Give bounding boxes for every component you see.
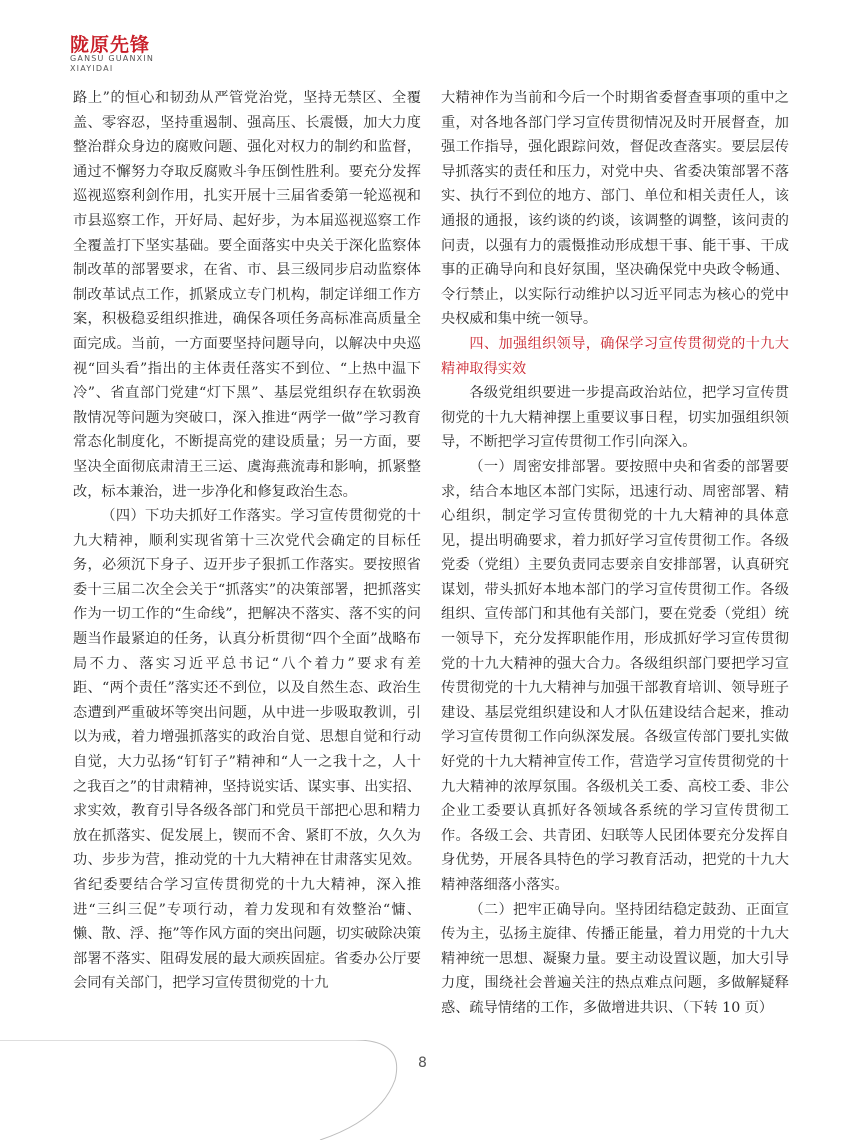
paragraph-continued-right: 大精神作为当前和今后一个时期省委督查事项的重中之重，对各地各部门学习宣传贯彻情况及时开展督查，加强工作指导，强化跟踪问效，督促改查落实。要层层传导抓落实的责任和压力，对党中央、省委决策部署不落实、执行不到位的地方、部门、单位和相关责任人，该通报的通报，该约谈的约谈，该调整的调整，该问责的问责，以强有力的震慑推动形成想干事、能干事、干成事的正确导向和良好氛围，坚决确保党中央政令畅通、令行禁止，以实际行动维护以习近平同志为核心的党中央权威和集中统一领导。: [441, 90, 789, 328]
section-heading: 四、加强组织领导，确保学习宣传贯彻党的十九大精神取得实效: [441, 335, 789, 377]
paragraph-deployment: （一）周密安排部署。要按照中央和省委的部署要求，结合本地区本部门实际，迅速行动、周密部署、精心组织，制定学习宣传贯彻党的十九大精神的具体意见，提出明确要求，着力抓好学习宣传贯彻工作。各级党委（党组）主要负责同志要亲自安排部署，认真研究谋划，带头抓好本地本部门的学习宣传贯彻工作。各级组织、宣传部门和其他有关部门，要在党委（党组）统一领导下，充分发挥职能作用，形成抓好学习宣传贯彻党的十九大精神的强大合力。各级组织部门要把学习宣传贯彻党的十九大精神与加强干部教育培训、领导班子建设、基层党组织建设和人才队伍建设结合起来，推动学习宣传贯彻工作向纵深发展。各级宣传部门要扎实做好党的十九大精神宣传工作，营造学习宣传贯彻党的十九大精神的浓厚氛围。各级机关工委、高校工委、非公企业工委要认真抓好各领域各系统的学习宣传贯彻工作。各级工会、共青团、妇联等人民团体要充分发挥自身优势，开展各具特色的学习教育活动，把党的十九大精神落细落小落实。: [441, 458, 789, 893]
logo-subtitle-line1: GANSU GUANXIN: [70, 54, 155, 63]
paragraph-guidance: （二）把牢正确导向。坚持团结稳定鼓劲、正面宣传为主，弘扬主旋律、传播正能量，着力用党的十九大精神统一思想、凝聚力量。要主动设置议题，加大引导力度，围绕社会普遍关注的热点难点问题，多做解疑释惑、疏导情绪的工作，多做增进共识、（下转 10 页）: [441, 901, 789, 1016]
left-column: [73, 86, 421, 996]
paragraph-intro: 各级党组织要进一步提高政治站位，把学习宣传贯彻党的十九大精神摆上重要议事日程，切实加强组织领导，不断把学习宣传贯彻工作引向深入。: [441, 385, 789, 451]
logo-title: 陇原先锋: [70, 34, 151, 56]
magazine-logo: [70, 30, 230, 80]
right-column: [441, 86, 789, 1021]
logo-subtitle: [70, 54, 154, 74]
page-number: 8: [418, 1055, 427, 1071]
paragraph-section-four: （四）下功夫抓好工作落实。学习宣传贯彻党的十九大精神，顺利实现省第十三次党代会确定的目标任务，必须沉下身子、迈开步子狠抓工作落实。要按照省委十三届二次全会关于“抓落实”的决策部署，把抓落实作为一切工作的“生命线”，把解决不落实、落不实的问题当作最紧迫的任务，认真分析贯彻“四个全面”战略布局不力、落实习近平总书记“八个着力”要求有差距、“两个责任”落实还不到位，以及自然生态、政治生态遭到严重破坏等突出问题，从中进一步吸取教训，引以为戒，着力增强抓落实的政治自觉、思想自觉和行动自觉，大力弘扬“钉钉子”精神和“人一之我十之，人十之我百之”的甘肃精神，坚持说实话、谋实事、出实招、求实效，教育引导各级各部门和党员干部把心思和精力放在抓落实、促发展上，锲而不舍、紧盯不放，久久为功、步步为营，推动党的十九大精神在甘肃落实见效。省纪委要结合学习宣传贯彻党的十九大精神，深入推进“三纠三促”专项行动，着力发现和有效整治“慵、懒、散、浮、拖”等作风方面的突出问题，切实破除决策部署不落实、阻碍发展的最大顽疾固症。省委办公厅要会同有关部门，把学习宣传贯彻党的十九: [73, 508, 421, 992]
paragraph-continued: 路上”的恒心和韧劲从严管党治党，坚持无禁区、全覆盖、零容忍，坚持重遏制、强高压、长震慑，加大力度整治群众身边的腐败问题、强化对权力的制约和监督，通过不懈努力夺取反腐败斗争压倒性胜利。要充分发挥巡视巡察利剑作用，扎实开展十三届省委第一轮巡视和市县巡察工作，开好局、起好步，为本届巡视巡察工作全覆盖打下坚实基础。要全面落实中央关于深化监察体制改革的部署要求，在省、市、县三级同步启动监察体制改革试点工作，抓紧成立专门机构，制定详细工作方案，积极稳妥组织推进，确保各项任务高标准高质量全面完成。当前，一方面要坚持问题导向，以解决中央巡视“回头看”指出的主体责任落实不到位、“上热中温下冷”、省直部门党建“灯下黑”、基层党组织存在软弱涣散情况等问题为突破口，深入推进“两学一做”学习教育常态化制度化，不断提高党的建设质量；另一方面，要坚决全面彻底肃清王三运、虞海燕流毒和影响，抓紧整改，标本兼治，进一步净化和修复政治生态。: [73, 90, 421, 500]
logo-subtitle-line2: XIAYIDAI: [70, 64, 114, 73]
